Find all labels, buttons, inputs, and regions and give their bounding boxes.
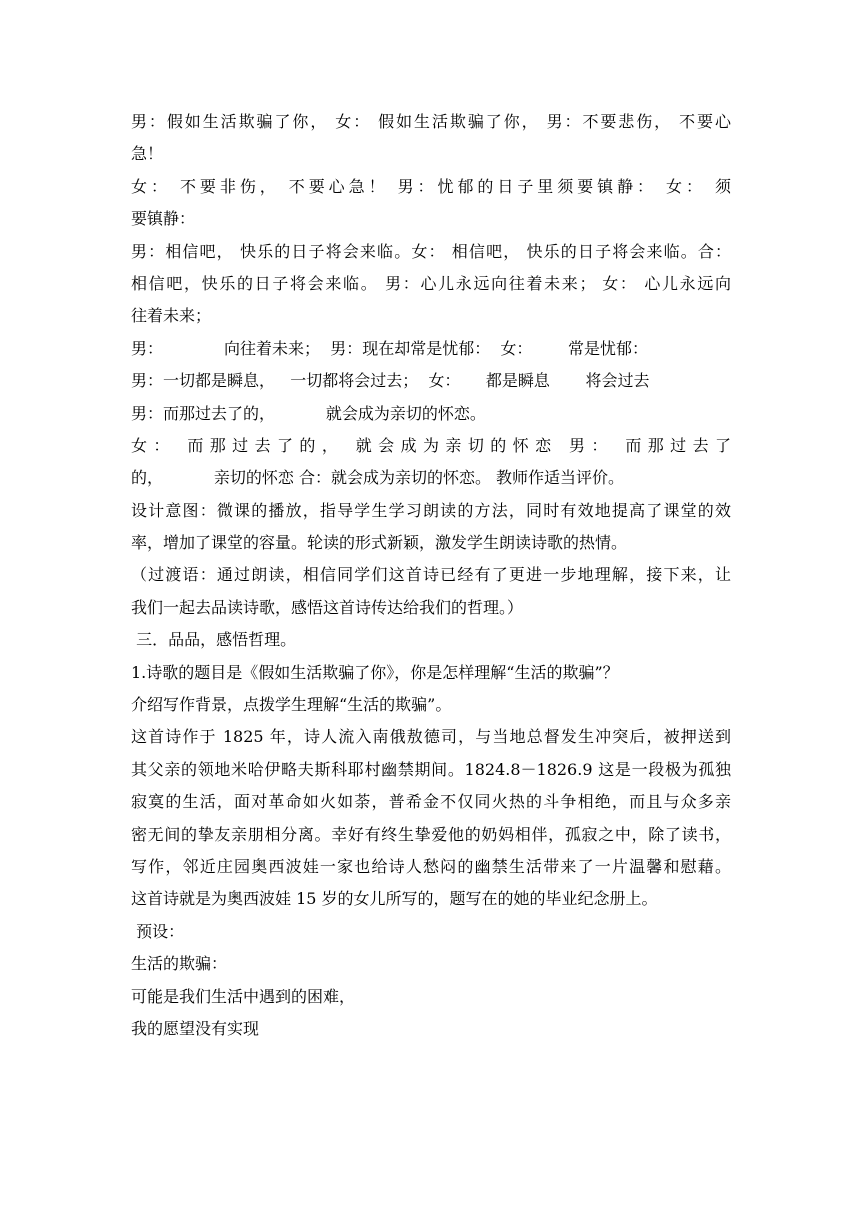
text-line: 男： 向往着未来； 男：现在却常是忧郁： 女： 常是忧郁：: [131, 338, 648, 358]
question-line: 1.诗歌的题目是《假如生活欺骗了你》，你是怎样理解“生活的欺骗”？: [131, 662, 619, 682]
text-line: 我的愿望没有实现: [131, 1018, 260, 1038]
text-line: 预设：: [131, 921, 185, 941]
text-line: 生活的欺骗：: [131, 954, 228, 974]
section-heading: 三．品品，感悟哲理。: [131, 630, 297, 650]
text-line: 我们一起去品读诗歌，感悟这首诗传达给我们的哲理。）: [131, 597, 524, 617]
text-line: 这首诗就是为奥西波娃 15 岁的女儿所写的，题写在的她的毕业纪念册上。: [131, 889, 658, 909]
text-line: 写作，邻近庄园奥西波娃一家也给诗人愁闷的幽禁生活带来了一片温馨和慰藉。: [131, 856, 731, 876]
text-line: 的， 亲切的怀恋 合：就会成为亲切的怀恋。 教师作适当评价。: [131, 468, 625, 488]
text-line: 男：假如生活欺骗了你， 女： 假如生活欺骗了你， 男：不要悲伤， 不要心: [131, 112, 731, 131]
text-line: 男：相信吧， 快乐的日子将会来临。女： 相信吧， 快乐的日子将会来临。合：: [131, 241, 731, 261]
text-line: 急！: [131, 144, 164, 164]
text-line: 其父亲的领地米哈伊略夫斯科耶村幽禁期间。1824.8－1826.9 这是一段极为孤独: [131, 759, 731, 779]
text-line: 女： 而那过去了的， 就会成为亲切的怀恋 男： 而那过去了: [131, 435, 731, 455]
text-line: 设计意图：微课的播放，指导学生学习朗读的方法，同时有效地提高了课堂的效: [131, 500, 731, 520]
text-line: 率，增加了课堂的容量。轮读的形式新颖，激发学生朗读诗歌的热情。: [131, 533, 628, 553]
text-line: 男：一切都是瞬息， 一切都将会过去； 女： 都是瞬息 将会过去: [131, 371, 650, 391]
text-line: 要镇静：: [131, 209, 196, 229]
text-line: 寂寞的生活，面对革命如火如荼，普希金不仅同火热的斗争相绝，而且与众多亲: [131, 792, 731, 812]
text-line: 女： 不要非伤， 不要心急！ 男：忧郁的日子里须要镇静： 女： 须: [131, 176, 731, 196]
text-line: 这首诗作于 1825 年，诗人流入南俄敖德司，与当地总督发生冲突后，被押送到: [131, 727, 731, 747]
text-line: 密无间的挚友亲朋相分离。幸好有终生挚爱他的奶妈相伴，孤寂之中，除了读书，: [131, 824, 731, 844]
text-line: 介绍写作背景，点拨学生理解“生活的欺骗”。: [131, 695, 452, 715]
text-line: 男：而那过去了的， 就会成为亲切的怀恋。: [131, 403, 486, 423]
document-page: [131, 106, 731, 1045]
text-line: （过渡语：通过朗读，相信同学们这首诗已经有了更进一步地理解，接下来，让: [131, 565, 731, 585]
text-line: 可能是我们生活中遇到的困难，: [131, 986, 356, 1006]
text-line: 相信吧，快乐的日子将会来临。 男：心儿永远向往着未来； 女： 心儿永远向: [131, 273, 731, 293]
text-line: 往着未来；: [131, 306, 212, 326]
